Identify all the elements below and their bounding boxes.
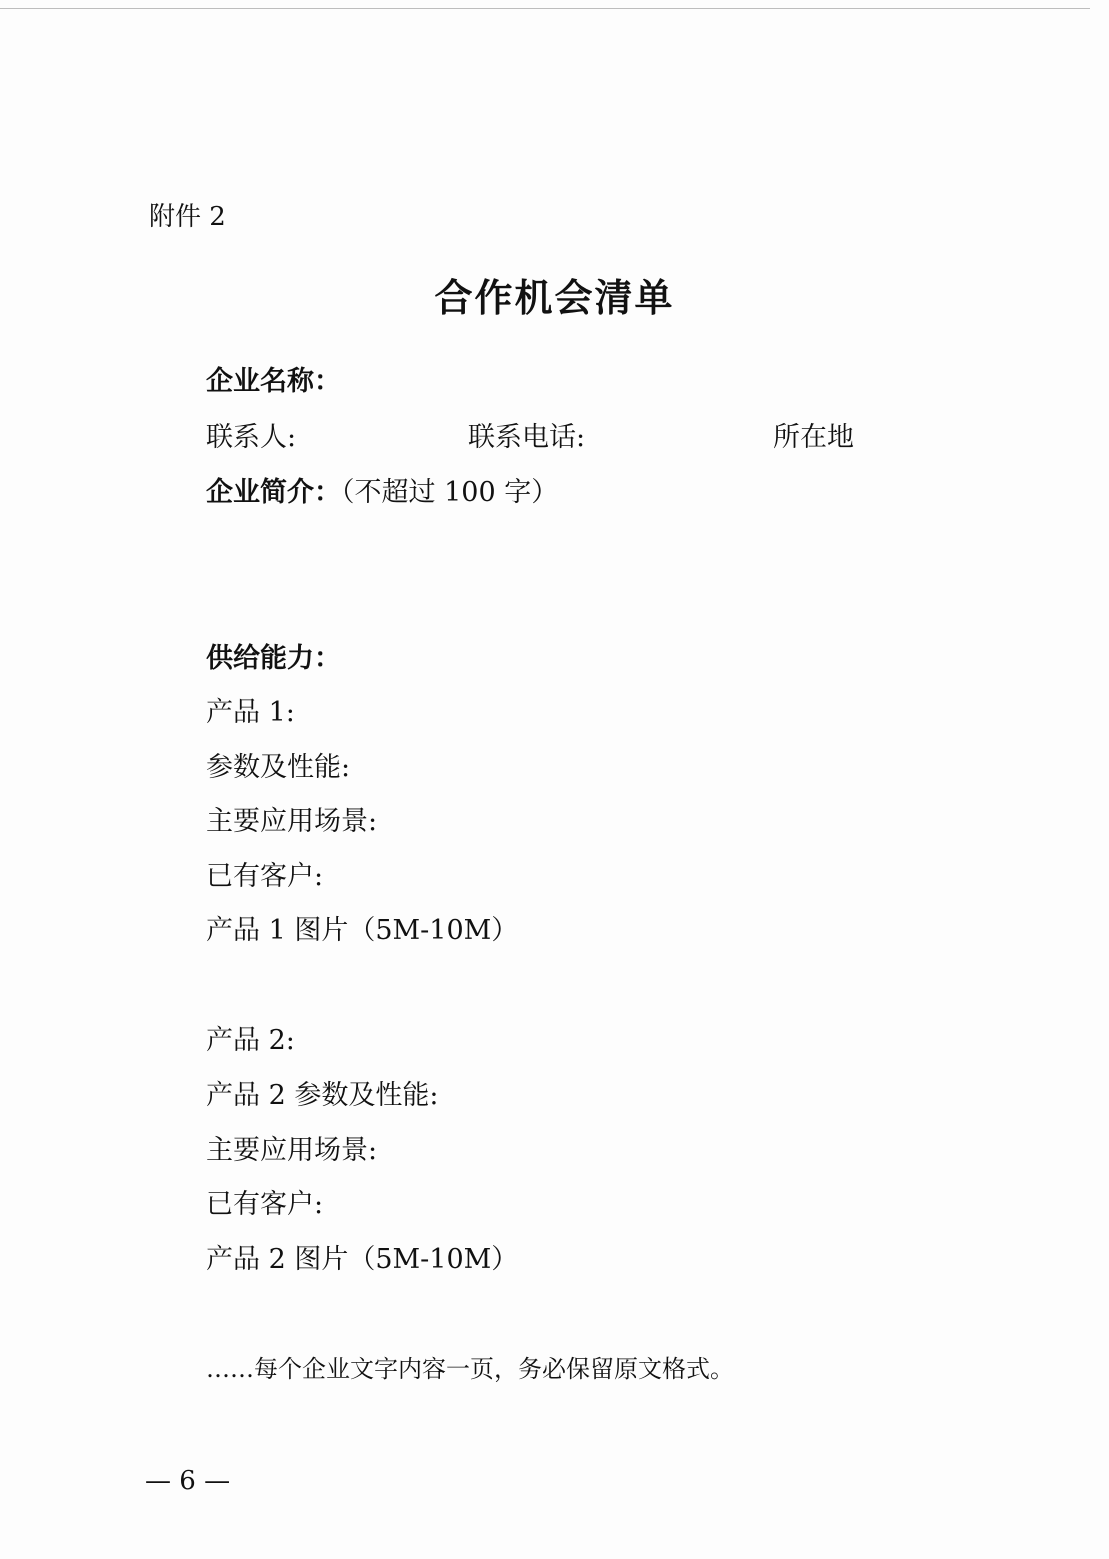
document-title: 合作机会清单	[434, 276, 675, 320]
product1-scenario: 主要应用场景:	[206, 806, 378, 837]
company-intro	[206, 477, 558, 509]
product2-image: 产品 2 图片（5M-10M）	[206, 1244, 519, 1275]
top-rule	[0, 8, 1090, 9]
footer-note: ……每个企业文字内容一页，务必保留原文格式。	[206, 1355, 734, 1383]
contact-person-label: 联系人:	[206, 422, 297, 453]
product1-image: 产品 1 图片（5M-10M）	[206, 915, 519, 946]
product2-customers: 已有客户:	[206, 1189, 324, 1220]
company-intro-label: 企业简介：	[206, 477, 341, 508]
product2-params: 产品 2 参数及性能:	[206, 1080, 439, 1111]
attachment-label: 附件 2	[149, 202, 226, 232]
contact-phone-label: 联系电话:	[468, 422, 586, 453]
company-intro-note: （不超过 100 字）	[341, 477, 559, 508]
product2-label: 产品 2:	[206, 1025, 295, 1056]
supply-capacity-label: 供给能力：	[206, 643, 341, 674]
page-number: — 6 —	[145, 1466, 231, 1496]
product1-label: 产品 1:	[206, 697, 295, 728]
company-name-label: 企业名称：	[206, 366, 341, 397]
product1-params: 参数及性能:	[206, 752, 351, 783]
product2-scenario: 主要应用场景:	[206, 1135, 378, 1166]
location-label: 所在地	[773, 422, 854, 453]
product1-customers: 已有客户:	[206, 861, 324, 892]
